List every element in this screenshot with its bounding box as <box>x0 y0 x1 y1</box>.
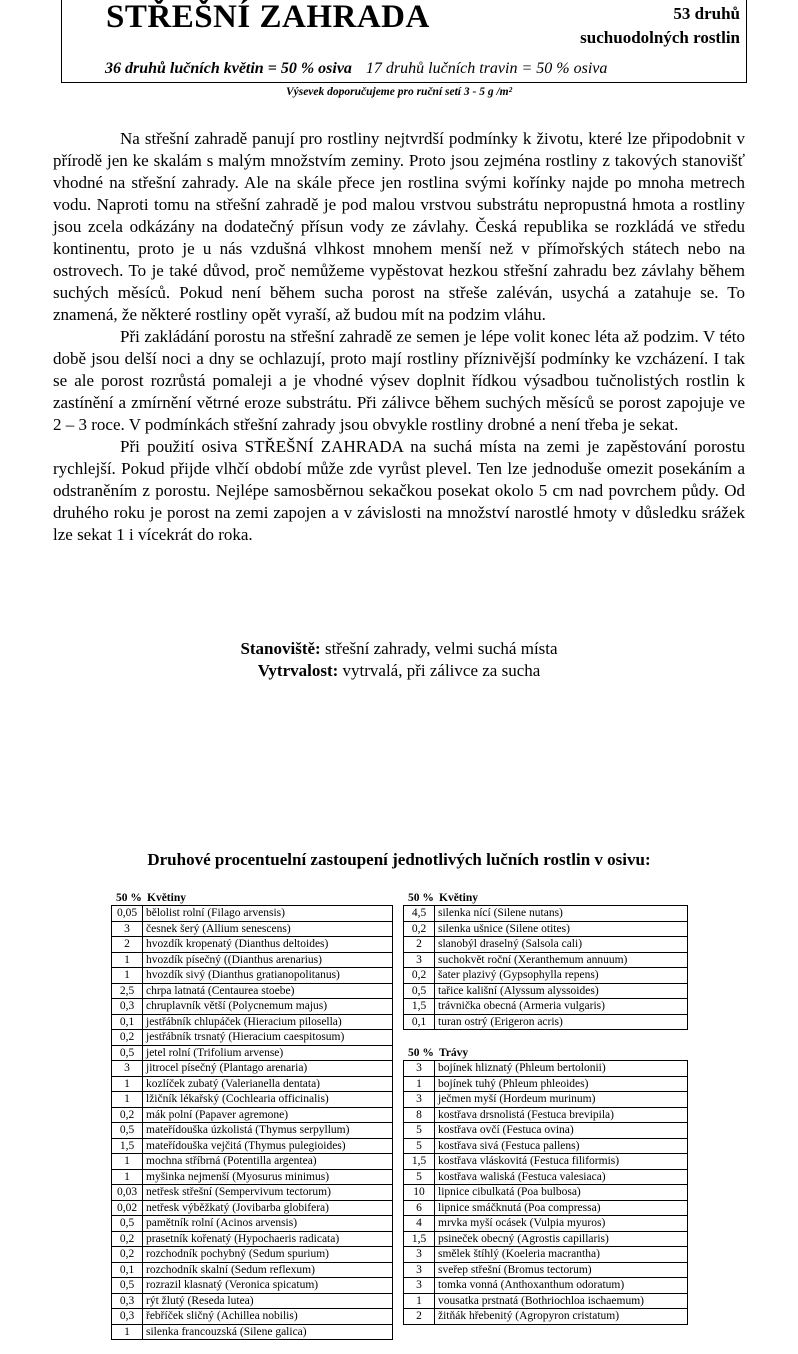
table-row <box>112 1045 393 1061</box>
species-cell: slanobýl draselný (Salsola cali) <box>435 937 688 953</box>
table-title: Druhové procentuelní zastoupení jednotlivých lučních rostlin v osivu: <box>147 850 651 869</box>
species-cell: mák polní (Papaver agremone) <box>143 1107 393 1123</box>
table-row <box>112 1200 393 1216</box>
percent-cell: 0,02 <box>112 1200 143 1216</box>
species-cell: ječmen myší (Hordeum murinum) <box>435 1092 688 1108</box>
percent-cell: 2 <box>404 1309 435 1325</box>
table-row <box>404 1216 688 1232</box>
table-row <box>112 1324 393 1340</box>
table-row <box>404 1262 688 1278</box>
table-row <box>404 921 688 937</box>
table-row <box>112 1076 393 1092</box>
percent-cell: 2 <box>404 937 435 953</box>
habitat-value: střešní zahrady, velmi suchá místa <box>324 639 558 658</box>
table-row <box>404 1231 688 1247</box>
percent-cell: 3 <box>404 1278 435 1294</box>
table-row <box>404 1185 688 1201</box>
species-cell: mrvka myší ocásek (Vulpia myuros) <box>435 1216 688 1232</box>
table-row <box>404 968 688 984</box>
group-header: 50 % Trávy <box>408 1047 469 1059</box>
species-summary <box>580 2 740 50</box>
species-cell: myšinka nejmenší (Myosurus minimus) <box>143 1169 393 1185</box>
table-row <box>404 937 688 953</box>
table-row <box>112 952 393 968</box>
table-row <box>112 1309 393 1325</box>
perennial-value: vytrvalá, při zálivce za sucha <box>342 661 541 680</box>
percent-cell: 0,3 <box>112 1293 143 1309</box>
species-cell: rozchodník pochybný (Sedum spurium) <box>143 1247 393 1263</box>
species-cell: tařice kališní (Alyssum alyssoides) <box>435 983 688 999</box>
percent-cell: 0,03 <box>112 1185 143 1201</box>
percent-cell: 1,5 <box>404 1154 435 1170</box>
table-row <box>404 906 688 922</box>
table-row <box>112 1293 393 1309</box>
percent-cell: 0,5 <box>112 1123 143 1139</box>
species-cell: trávnička obecná (Armeria vulgaris) <box>435 999 688 1015</box>
species-cell: jitrocel písečný (Plantago arenaria) <box>143 1061 393 1077</box>
percent-cell: 0,1 <box>112 1014 143 1030</box>
percent-cell: 3 <box>404 1262 435 1278</box>
species-cell: mochna stříbrná (Potentilla argentea) <box>143 1154 393 1170</box>
percent-cell: 1,5 <box>404 1231 435 1247</box>
species-cell: hvozdík sivý (Dianthus gratianopolitanus) <box>143 968 393 984</box>
species-cell: netřesk střešní (Sempervivum tectorum) <box>143 1185 393 1201</box>
percent-cell: 0,2 <box>404 968 435 984</box>
grasses-table <box>403 1060 688 1325</box>
percent-cell: 0,2 <box>112 1247 143 1263</box>
table-row <box>112 1092 393 1108</box>
table-row <box>404 1200 688 1216</box>
species-cell: bojínek hliznatý (Phleum bertolonii) <box>435 1061 688 1077</box>
table-row <box>112 1138 393 1154</box>
percent-cell: 3 <box>404 1092 435 1108</box>
sowing-recommendation: Výsevek doporučujeme pro ruční setí 3 - 5 g /m² <box>285 86 513 98</box>
group-header: 50 % Květiny <box>408 892 478 904</box>
table-row <box>112 1185 393 1201</box>
percent-cell: 4,5 <box>404 906 435 922</box>
species-count: 53 druhů <box>673 4 740 23</box>
percent-cell: 0,1 <box>404 1014 435 1030</box>
habitat-info <box>0 638 798 682</box>
table-row <box>112 1278 393 1294</box>
percent-cell: 0,1 <box>112 1262 143 1278</box>
grasses-share: 17 druhů lučních travin = 50 % osiva <box>365 60 608 77</box>
table-row <box>404 1138 688 1154</box>
species-cell: jestřábník trsnatý (Hieracium caespitosum) <box>143 1030 393 1046</box>
species-cell: kozlíček zubatý (Valerianella dentata) <box>143 1076 393 1092</box>
percent-cell: 5 <box>404 1169 435 1185</box>
group-header: 50 % Květiny <box>116 892 186 904</box>
species-cell: tomka vonná (Anthoxanthum odoratum) <box>435 1278 688 1294</box>
percent-cell: 0,5 <box>112 1045 143 1061</box>
species-cell: rýt žlutý (Reseda lutea) <box>143 1293 393 1309</box>
table-row <box>404 1309 688 1325</box>
species-cell: kostřava ovčí (Festuca ovina) <box>435 1123 688 1139</box>
table-row <box>112 1030 393 1046</box>
table-row <box>404 999 688 1015</box>
percent-cell: 0,2 <box>112 1107 143 1123</box>
table-row <box>112 1231 393 1247</box>
habitat-label: Stanoviště: <box>240 639 321 658</box>
percent-cell: 0,2 <box>112 1231 143 1247</box>
percent-cell: 1 <box>112 1154 143 1170</box>
species-cell: kostřava waliská (Festuca valesiaca) <box>435 1169 688 1185</box>
percent-cell: 3 <box>404 1247 435 1263</box>
flowers-share: 36 druhů lučních květin = 50 % osiva <box>105 60 352 77</box>
table-row <box>404 1123 688 1139</box>
table-row <box>112 1169 393 1185</box>
table-row <box>112 937 393 953</box>
species-cell: kostřava sivá (Festuca pallens) <box>435 1138 688 1154</box>
species-cell: jetel rolní (Trifolium arvense) <box>143 1045 393 1061</box>
species-cell: hvozdík kropenatý (Dianthus deltoides) <box>143 937 393 953</box>
species-cell: kostřava drsnolistá (Festuca brevipila) <box>435 1107 688 1123</box>
table-row <box>112 1014 393 1030</box>
right-flowers-table <box>403 905 688 1030</box>
percent-cell: 5 <box>404 1138 435 1154</box>
species-cell: suchokvět roční (Xeranthemum annuum) <box>435 952 688 968</box>
percent-cell: 1,5 <box>404 999 435 1015</box>
percent-cell: 1,5 <box>112 1138 143 1154</box>
species-cell: pamětník rolní (Acinos arvensis) <box>143 1216 393 1232</box>
percent-cell: 1 <box>112 968 143 984</box>
species-cell: sveřep střešní (Bromus tectorum) <box>435 1262 688 1278</box>
table-row <box>112 999 393 1015</box>
table-row <box>112 1216 393 1232</box>
description-text <box>53 128 745 546</box>
percent-cell: 0,5 <box>112 1278 143 1294</box>
table-row <box>404 1107 688 1123</box>
percent-cell: 1 <box>112 1169 143 1185</box>
table-row <box>112 921 393 937</box>
perennial-label: Vytrvalost: <box>257 661 339 680</box>
right-grasses-group <box>403 1046 688 1325</box>
percent-cell: 5 <box>404 1123 435 1139</box>
species-cell: mateřídouška úzkolistá (Thymus serpyllum) <box>143 1123 393 1139</box>
percent-cell: 8 <box>404 1107 435 1123</box>
percent-cell: 10 <box>404 1185 435 1201</box>
percent-cell: 3 <box>112 1061 143 1077</box>
species-cell: vousatka prstnatá (Bothriochloa ischaemum) <box>435 1293 688 1309</box>
table-row <box>112 1154 393 1170</box>
table-row <box>112 1061 393 1077</box>
species-cell: psineček obecný (Agrostis capillaris) <box>435 1231 688 1247</box>
percent-cell: 1 <box>404 1076 435 1092</box>
percent-cell: 0,05 <box>112 906 143 922</box>
mix-ratio-line <box>105 60 607 78</box>
species-cell: chruplavník větší (Polycnemum majus) <box>143 999 393 1015</box>
percent-cell: 3 <box>404 1061 435 1077</box>
species-cell: bělolist rolní (Filago arvensis) <box>143 906 393 922</box>
species-cell: lipnice smáčknutá (Poa compressa) <box>435 1200 688 1216</box>
table-row <box>112 1247 393 1263</box>
species-cell: šater plazivý (Gypsophylla repens) <box>435 968 688 984</box>
percent-cell: 2 <box>112 937 143 953</box>
species-cell: netřesk výběžkatý (Jovibarba globifera) <box>143 1200 393 1216</box>
table-row <box>404 1014 688 1030</box>
table-row <box>112 1107 393 1123</box>
species-cell: kostřava vláskovitá (Festuca filiformis) <box>435 1154 688 1170</box>
species-cell: prasetník kořenatý (Hypochaeris radicata) <box>143 1231 393 1247</box>
table-row <box>404 983 688 999</box>
perennial-line <box>0 660 798 682</box>
table-row <box>404 1247 688 1263</box>
species-cell: silenka ušnice (Silene otites) <box>435 921 688 937</box>
percent-cell: 1 <box>112 1324 143 1340</box>
species-type: suchuodolných rostlin <box>580 28 740 47</box>
percent-cell: 1 <box>112 1092 143 1108</box>
percent-cell: 0,5 <box>404 983 435 999</box>
percent-cell: 1 <box>404 1293 435 1309</box>
percent-cell: 1 <box>112 952 143 968</box>
species-cell: žitňák hřebenitý (Agropyron cristatum) <box>435 1309 688 1325</box>
paragraph: Při zakládání porostu na střešní zahradě ze semen je lépe volit konec léta až podzim. V této době jsou delší noci a dny se ochlazují, proto mají rostliny příznivější podmínky ke vzcházení. I tak se ale porost rozrůstá pomaleji a je vhodné výsev doplnit řídkou výsadbou tučnolistých rostlin k zastínění a zmírnění větrné eroze substrátu. Při zálivce během suchých měsíců se porost zapojuje ve 2 – 3 roce. V podmínkách střešní zahrady jsou obvykle rostliny drobné a není třeba je sekat. <box>53 327 745 434</box>
table-row <box>404 1278 688 1294</box>
paragraph: Při použití osiva STŘEŠNÍ ZAHRADA na suchá místa na zemi je zapěstování porostu rychlejší. Pokud přijde vlhčí období může zde vyrůst plevel. Ten lze jednoduše omezit posekáním a odstraněním z porostu. Nejlépe samosběrnou sekačkou posekat okolo 5 cm nad povrchem půdy. Od druhého roku je porost na zemi zapojen a v závislosti na množství narostlé hmoty v důsledku srážek lze sekat 1 i vícekrát do roka. <box>53 437 745 544</box>
species-cell: hvozdík písečný ((Dianthus arenarius) <box>143 952 393 968</box>
table-row <box>112 906 393 922</box>
species-cell: lžičník lékařský (Cochlearia officinalis) <box>143 1092 393 1108</box>
left-flowers-table <box>111 905 393 1340</box>
table-row <box>404 1169 688 1185</box>
percent-cell: 3 <box>112 921 143 937</box>
species-cell: smělek štíhlý (Koeleria macrantha) <box>435 1247 688 1263</box>
species-cell: mateřídouška vejčitá (Thymus pulegioides) <box>143 1138 393 1154</box>
table-row <box>404 1061 688 1077</box>
percent-cell: 0,3 <box>112 999 143 1015</box>
percent-cell: 0,2 <box>112 1030 143 1046</box>
species-cell: rozchodník skalní (Sedum reflexum) <box>143 1262 393 1278</box>
percent-cell: 2,5 <box>112 983 143 999</box>
paragraph: Na střešní zahradě panují pro rostliny nejtvrdší podmínky k životu, které lze připodobnit v přírodě jen ke skalám s malým množstvím zeminy. Proto jsou zejména rostliny z takových stanovišť vhodné na střešní zahrady. Ale na skále přece jen rostlina svými kořínky najde po mnoha metrech vodu. Naproti tomu na střešní zahradě je pod malou vrstvou substrátu nepropustná hmota a rostliny jsou zcela odkázány na dodatečný přísun vody ze závlahy. Česká republika se rozkládá ve středu kontinentu, proto je u nás vzdušná vlhkost mnohem menší než v přímořských státech nebo na ostrovech. To je také důvod, proč nemůžeme vypěstovat hezkou střešní zahradu bez závlahy během suchých měsíců. Pokud není během sucha porost na střeše zaléván, usychá a zatahuje se. To znamená, že některé rostliny opět vyraší, až budou mít na podzim vláhu. <box>53 129 745 324</box>
species-cell: rozrazil klasnatý (Veronica spicatum) <box>143 1278 393 1294</box>
page-title: STŘEŠNÍ ZAHRADA <box>106 0 430 35</box>
percent-cell: 4 <box>404 1216 435 1232</box>
table-row <box>112 1262 393 1278</box>
species-cell: jestřábník chlupáček (Hieracium pilosella) <box>143 1014 393 1030</box>
species-cell: lipnice cibulkatá (Poa bulbosa) <box>435 1185 688 1201</box>
table-row <box>404 1076 688 1092</box>
table-row <box>112 968 393 984</box>
left-flowers-group <box>111 891 393 1340</box>
right-flowers-group <box>403 891 688 1030</box>
table-row <box>112 983 393 999</box>
percent-cell: 3 <box>404 952 435 968</box>
species-cell: turan ostrý (Erigeron acris) <box>435 1014 688 1030</box>
species-cell: silenka nící (Silene nutans) <box>435 906 688 922</box>
percent-cell: 1 <box>112 1076 143 1092</box>
table-row <box>404 1293 688 1309</box>
species-cell: česnek šerý (Allium senescens) <box>143 921 393 937</box>
percent-cell: 0,2 <box>404 921 435 937</box>
percent-cell: 0,3 <box>112 1309 143 1325</box>
table-row <box>404 1154 688 1170</box>
table-row <box>404 952 688 968</box>
species-cell: bojínek tuhý (Phleum phleoides) <box>435 1076 688 1092</box>
percent-cell: 0,5 <box>112 1216 143 1232</box>
species-cell: chrpa latnatá (Centaurea stoebe) <box>143 983 393 999</box>
species-cell: silenka francouzská (Silene galica) <box>143 1324 393 1340</box>
habitat-line <box>0 638 798 660</box>
table-row <box>112 1123 393 1139</box>
percent-cell: 6 <box>404 1200 435 1216</box>
table-row <box>404 1092 688 1108</box>
species-cell: řebříček sličný (Achillea nobilis) <box>143 1309 393 1325</box>
